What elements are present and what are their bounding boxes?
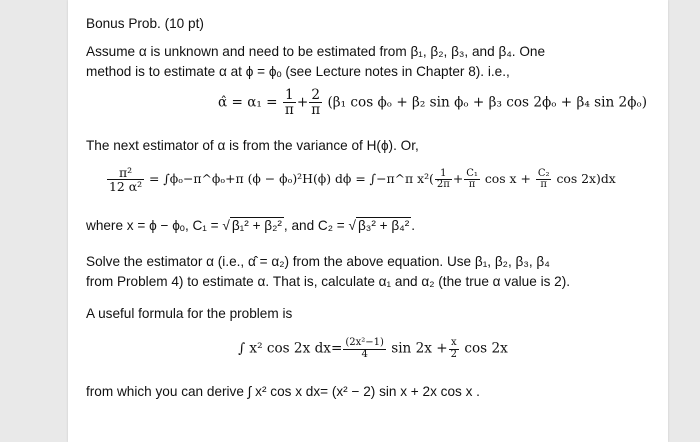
eq2-f3-num: C₂ [537, 167, 550, 179]
equation-alpha1: α̂ = α₁ = $\frac{1}{\pi}$ + $\frac{2}{\pi}$ (β₁ cos ϕₒ + β₂ sin ϕₒ + β₃ cos 2ϕₒ + β₄ sin 2ϕₒ) [218, 87, 648, 119]
sqrt-c1: β₁² + β₂² [231, 218, 282, 233]
eq3-f2-den: 2 [450, 348, 458, 360]
eq3-f1-den: 4 [361, 348, 368, 360]
eq1-frac1-den: π [284, 102, 294, 119]
eq2-f3-den: π [540, 179, 547, 191]
eq2-f2-den: π [468, 179, 476, 191]
intro-line-1: Assume α is unknown and need to be estimated from β₁, β₂, β₃, and β₄. One [86, 44, 546, 59]
eq3-frac-x-over-2 [449, 338, 459, 360]
next-estimator-text: The next estimator of α is from the variance of H(ϕ). Or, [86, 138, 419, 153]
eq2-plus: + [452, 171, 464, 187]
eq3-frac-2x2-1-over-4 [343, 338, 386, 360]
where-part-a: where x = ϕ − ϕₒ, C₁ = √ [86, 218, 230, 233]
equation-variance [106, 166, 616, 193]
eq2-f2-num: C₁ [466, 167, 478, 179]
eq1-frac1-num: 1 [283, 88, 296, 103]
where-part-b: , and C₂ = √ [283, 218, 356, 233]
eq1-lhs: α̂ = α₁ = [218, 94, 278, 111]
eq3-f2-num: x [449, 338, 459, 350]
derive-text: from which you can derive ∫ x² cos x dx= (x² − 2) sin x + 2x cos x . [86, 384, 480, 399]
eq3-end: cos 2x [464, 340, 508, 357]
eq3-lhs: ∫ x² cos 2x dx= [238, 340, 343, 357]
sqrt-c2: β₃² + β₄² [357, 218, 410, 233]
solve-line-1: Solve the estimator α (i.e., α̂ = α₂) from the above equation. Use β₁, β₂, β₃, β₄ [86, 254, 550, 269]
useful-formula-text: A useful formula for the problem is [86, 306, 293, 321]
eq2-end: cos 2x)dx [556, 171, 616, 187]
eq3-mid: sin 2x + [391, 340, 448, 357]
where-part-c: . [411, 218, 416, 233]
eq2-lhs-den: 12 α² [109, 179, 143, 195]
eq2-integral: = ∫ϕₒ−π^ϕₒ+π (ϕ − ϕₒ)²H(ϕ) dϕ = ∫−π^π x²( [149, 171, 434, 187]
eq3-f1-num: (2x²−1) [345, 337, 384, 348]
problem-title: Bonus Prob. (10 pt) [86, 16, 204, 31]
eq1-frac2-den: π [311, 102, 321, 119]
eq2-frac-1-over-2pi [435, 169, 452, 191]
where-line [86, 218, 415, 233]
eq1-frac2-num: 2 [309, 88, 322, 103]
eq2-mid: cos x + [484, 171, 531, 187]
eq2-frac-c1-over-pi [464, 169, 480, 191]
intro-line-2: method is to estimate α at ϕ = ϕₒ (see Lecture notes in Chapter 8). i.e., [86, 64, 510, 79]
problem-page [68, 0, 668, 442]
solve-line-2: from Problem 4) to estimate α. That is, calculate α₁ and α₂ (the true α value is 2). [86, 274, 571, 289]
eq2-f1-num: 1 [435, 169, 452, 181]
equation-useful-formula [238, 338, 508, 360]
eq2-lhs-fraction [107, 166, 144, 193]
eq1-rest: (β₁ cos ϕₒ + β₂ sin ϕₒ + β₃ cos 2ϕₒ + β₄ sin 2ϕₒ) [327, 94, 648, 111]
eq1-frac-2-over-pi [309, 88, 322, 118]
eq2-f1-den: 2π [436, 179, 450, 191]
eq1-frac-1-over-pi [283, 88, 296, 118]
eq2-lhs-num: π² [107, 166, 144, 180]
eq2-frac-c2-over-pi [536, 169, 552, 191]
